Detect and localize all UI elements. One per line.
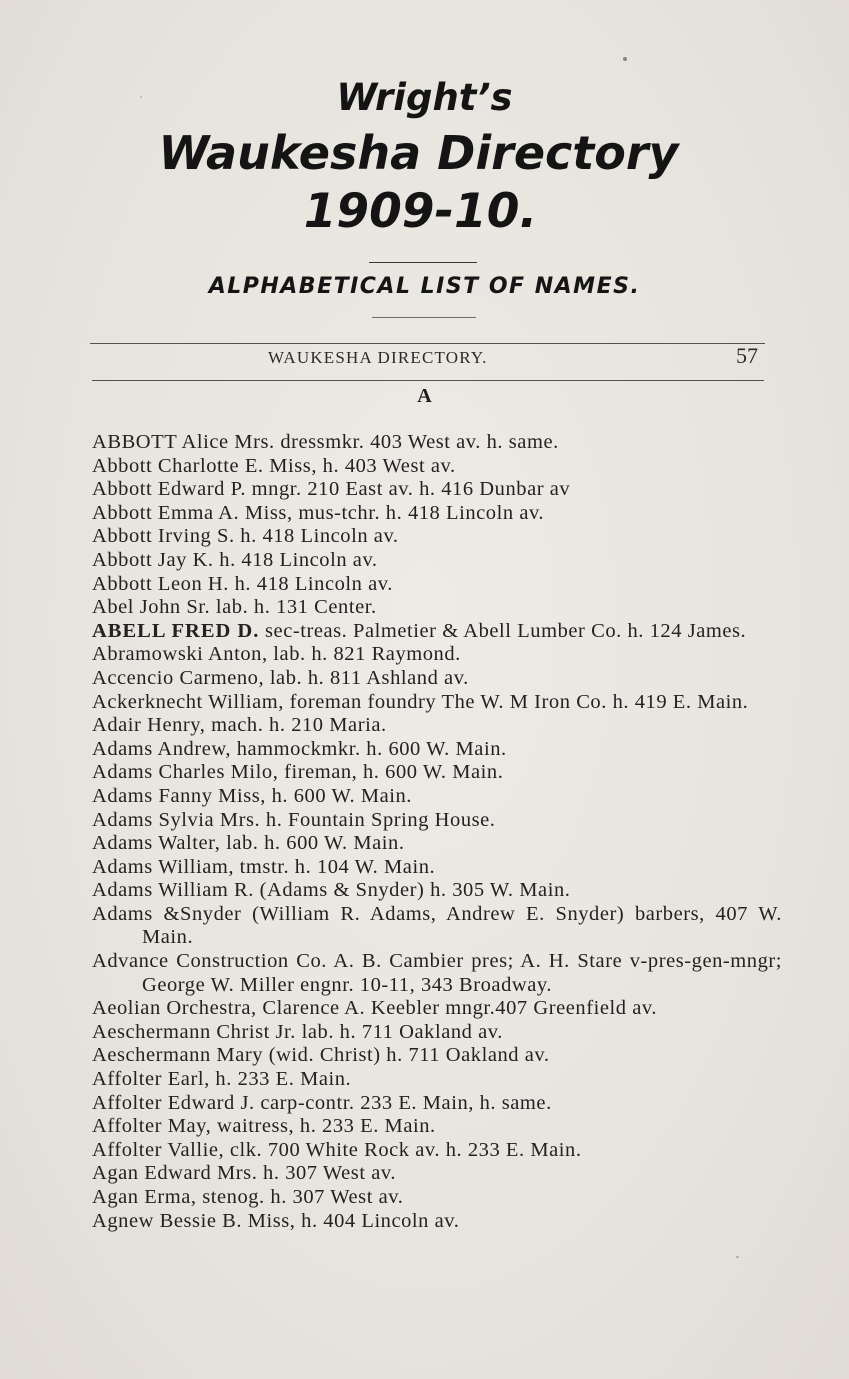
entry-details: Henry, mach. h. 210 Maria.	[141, 714, 387, 737]
entry-name: Affolter	[92, 1068, 163, 1091]
directory-entry	[92, 950, 788, 997]
entry-details: Erma, stenog. h. 307 West av.	[138, 1186, 404, 1208]
directory-entry	[92, 573, 782, 597]
entry-details: Andrew, hammockmkr. h. 600 W. Main.	[152, 737, 507, 760]
list-subtitle: ALPHABETICAL LIST OF NAMES.	[208, 274, 641, 299]
entry-name: Ackerknecht	[92, 690, 203, 713]
entry-name: Adams	[92, 761, 153, 784]
directory-entry	[92, 1139, 782, 1163]
directory-entry	[92, 738, 782, 762]
entry-name: Aeschermann	[92, 1044, 211, 1067]
entry-details: Sylvia Mrs. h. Fountain Spring House.	[152, 808, 496, 831]
entry-name: Adams	[92, 855, 153, 878]
paper-speck	[140, 96, 142, 98]
directory-entry	[92, 714, 782, 738]
directory-entry	[92, 1115, 782, 1139]
entry-details: sec-treas. Palmetier & Abell Lumber Co. h. 124 James.	[259, 619, 747, 642]
directory-entry	[92, 620, 782, 644]
entry-name: Adams	[92, 879, 153, 902]
entry-details: Anton, lab. h. 821 Raymond.	[203, 643, 461, 666]
entry-details: William R. (Adams & Snyder) h. 305 W. Main.	[152, 879, 571, 902]
entry-name: Abbott	[92, 454, 153, 477]
entry-details: Edward J. carp-contr. 233 E. Main, h. same.	[162, 1091, 552, 1114]
entry-details: Orchestra, Clarence A. Keebler mngr.407 Greenfield av.	[160, 997, 657, 1020]
paper-speck	[623, 57, 627, 61]
entry-name: Adams	[92, 832, 153, 855]
directory-entry	[92, 549, 782, 573]
entry-details: May, waitress, h. 233 E. Main.	[162, 1115, 436, 1138]
directory-entry	[92, 478, 782, 502]
directory-entry	[92, 596, 782, 620]
entry-name: Adams	[92, 902, 153, 925]
entry-name: Adams	[92, 808, 153, 831]
entry-name: ABELL FRED D.	[92, 619, 260, 642]
directory-entry	[92, 643, 782, 667]
title-line-1: Wright’s	[336, 76, 513, 119]
entry-details: Irving S. h. 418 Lincoln av.	[152, 525, 399, 548]
directory-entry	[92, 856, 782, 880]
entry-name: Advance	[92, 950, 169, 973]
directory-entry	[92, 1021, 782, 1045]
entry-name: Abel	[92, 596, 135, 619]
directory-entry	[92, 832, 782, 856]
entry-name: Abbott	[92, 501, 153, 524]
directory-entry	[92, 431, 782, 455]
entry-details: Construction Co. A. B. Cambier pres; A. H. Stare v-pres-gen-mngr; George W. Miller engnr. 10-11, 343 Broadway.	[142, 950, 788, 996]
entry-details: Edward Mrs. h. 307 West av.	[138, 1162, 397, 1185]
entry-details: Edward P. mngr. 210 East av. h. 416 Dunbar av	[152, 478, 571, 501]
directory-entry	[92, 525, 782, 549]
entry-name: Adams	[92, 784, 153, 807]
title-line-3: 1909-10.	[303, 184, 538, 239]
entry-details: Earl, h. 233 E. Main.	[162, 1068, 352, 1091]
entry-name: Abramowski	[92, 643, 204, 666]
directory-entry	[92, 902, 788, 950]
page-number: 57	[736, 343, 758, 368]
entry-name: Abbott	[92, 478, 153, 501]
entry-details: Charles Milo, fireman, h. 600 W. Main.	[152, 761, 504, 784]
entry-details: Jay K. h. 418 Lincoln av.	[152, 548, 378, 571]
entry-details: &Snyder (William R. Adams, Andrew E. Snyder) barbers, 407 W. Main.	[142, 902, 788, 949]
running-head-rule-bottom	[92, 380, 764, 381]
section-letter: A	[417, 385, 432, 407]
entry-name: Aeolian	[92, 997, 161, 1020]
directory-entry	[92, 1068, 782, 1092]
entry-name: ABBOTT	[92, 431, 177, 453]
entry-name: Affolter	[92, 1138, 163, 1161]
entry-details: William, tmstr. h. 104 W. Main.	[152, 855, 436, 878]
directory-entry	[92, 1044, 782, 1068]
entry-name: Aeschermann	[92, 1020, 211, 1043]
directory-entry	[92, 667, 782, 691]
entry-name: Affolter	[92, 1091, 163, 1114]
entry-details: William, foreman foundry The W. M Iron Co. h. 419 E. Main.	[202, 690, 749, 713]
entry-details: Charlotte E. Miss, h. 403 West av.	[152, 454, 456, 477]
directory-entry	[92, 691, 782, 715]
entry-name: Adair	[92, 714, 142, 737]
entry-details: Bessie B. Miss, h. 404 Lincoln av.	[153, 1209, 460, 1232]
entry-details: Alice Mrs. dressmkr. 403 West av. h. same.	[176, 431, 559, 453]
entry-details: Walter, lab. h. 600 W. Main.	[152, 832, 405, 855]
directory-entry	[92, 1210, 782, 1234]
entry-details: John Sr. lab. h. 131 Center.	[134, 596, 377, 619]
entry-name: Affolter	[92, 1115, 163, 1138]
entry-name: Agan	[92, 1186, 139, 1208]
directory-entry	[92, 879, 782, 903]
running-head: WAUKESHA DIRECTORY.	[268, 348, 488, 367]
entry-details: Vallie, clk. 700 White Rock av. h. 233 E. Main.	[162, 1138, 582, 1161]
title-line-2: Waukesha Directory	[158, 126, 679, 180]
running-head-rule-top	[90, 343, 765, 344]
entry-name: Adams	[92, 737, 153, 760]
directory-entry	[92, 785, 782, 809]
directory-entry	[92, 997, 782, 1021]
title-divider-top	[369, 262, 477, 263]
directory-entry	[92, 1092, 782, 1116]
directory-entry	[92, 761, 782, 785]
directory-entries	[92, 431, 788, 1233]
entry-name: Agan	[92, 1162, 139, 1185]
directory-entry	[92, 1186, 782, 1210]
directory-entry	[92, 455, 782, 479]
entry-name: Accencio	[92, 666, 174, 689]
title-divider-bottom	[372, 317, 476, 318]
paper-speck	[736, 1256, 739, 1258]
entry-name: Abbott	[92, 525, 153, 548]
entry-details: Fanny Miss, h. 600 W. Main.	[152, 784, 412, 807]
entry-details: Carmeno, lab. h. 811 Ashland av.	[173, 666, 469, 689]
entry-details: Christ Jr. lab. h. 711 Oakland av.	[210, 1020, 503, 1043]
entry-name: Abbott	[92, 572, 153, 595]
entry-details: Leon H. h. 418 Lincoln av.	[152, 572, 393, 595]
entry-name: Abbott	[92, 548, 153, 571]
entry-details: Emma A. Miss, mus-tchr. h. 418 Lincoln av.	[152, 501, 545, 524]
directory-entry	[92, 1162, 782, 1186]
entry-details: Mary (wid. Christ) h. 711 Oakland av.	[210, 1044, 550, 1067]
directory-entry	[92, 502, 782, 526]
entry-name: Agnew	[92, 1209, 154, 1232]
directory-entry	[92, 809, 782, 833]
